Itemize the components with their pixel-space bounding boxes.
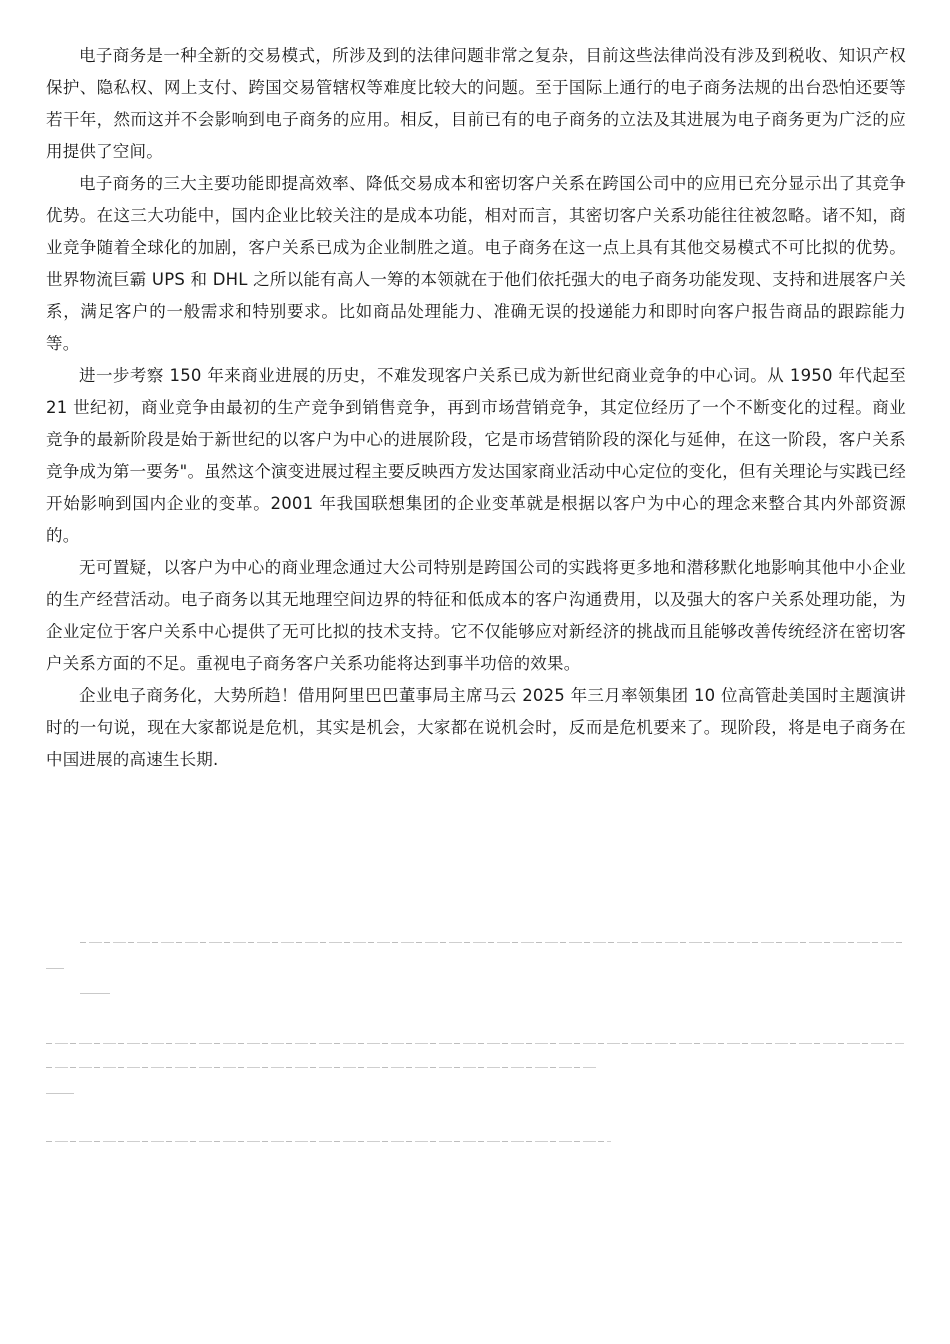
faint-rule-4 <box>46 1141 611 1142</box>
paragraph-1: 电子商务是一种全新的交易模式，所涉及到的法律问题非常之复杂，目前这些法律尚没有涉及到税收、知识产权保护、隐私权、网上支付、跨国交易管辖权等难度比较大的问题。至于国际上通行的电子商务法规的出台恐怕还要等若干年，然而这并不会影响到电子商务的应用。相反，目前已有的电子商务的立法及其进展为电子商务更为广泛的应用提供了空间。 <box>46 46 906 161</box>
paragraph-2: 电子商务的三大主要功能即提高效率、降低交易成本和密切客户关系在跨国公司中的应用已充分显示出了其竞争优势。在这三大功能中，国内企业比较关注的是成本功能，相对而言，其密切客户关系功能往往被忽略。诸不知，商业竞争随着全球化的加剧，客户关系已成为企业制胜之道。电子商务在这一点上具有其他交易模式不可比拟的优势。世界物流巨霸 UPS 和 DHL 之所以能有高人一筹的本领就在于他们依托强大的电子商务功能发现、支持和进展客户关系，满足客户的一般需求和特别要求。比如商品处理能力、准确无误的投递能力和即时向客户报告商品的跟踪能力等。 <box>46 174 906 353</box>
faint-mark-2 <box>80 993 110 994</box>
paragraph-4: 无可置疑，以客户为中心的商业理念通过大公司特别是跨国公司的实践将更多地和潜移默化地影响其他中小企业的生产经营活动。电子商务以其无地理空间边界的特征和低成本的客户沟通费用，以及强大的客户关系处理功能，为企业定位于客户关系中心提供了无可比拟的技术支持。它不仅能够应对新经济的挑战而且能够改善传统经济在密切客户关系方面的不足。重视电子商务客户关系功能将达到事半功倍的效果。 <box>46 558 906 673</box>
faint-mark-3 <box>46 1093 74 1094</box>
paragraph-3: 进一步考察 150 年来商业进展的历史，不难发现客户关系已成为新世纪商业竞争的中心词。从 1950 年代起至 21 世纪初，商业竞争由最初的生产竞争到销售竞争，再到市场营销竞争，其定位经历了一个不断变化的过程。商业竞争的最新阶段是始于新世纪的以客户为中心的进展阶段，它是市场营销阶段的深化与延伸，在这一阶段，客户关系竞争成为第一要务"。虽然这个演变进展过程主要反映西方发达国家商业活动中心定位的变化，但有关理论与实践已经开始影响到国内企业的变革。2001 年我国联想集团的企业变革就是根据以客户为中心的理念来整合其内外部资源的。 <box>46 366 906 545</box>
faint-rule-2 <box>46 1043 904 1044</box>
faint-mark-1 <box>46 968 64 969</box>
faint-rule-3 <box>46 1067 596 1068</box>
faint-rule-1 <box>80 942 904 943</box>
paragraph-5: 企业电子商务化，大势所趋！借用阿里巴巴董事局主席马云 2025 年三月率领集团 10 位高管赴美国时主题演讲时的一句说，现在大家都说是危机，其实是机会，大家都在说机会时，反而是危机要来了。现阶段，将是电子商务在中国进展的高速生长期. <box>46 686 906 769</box>
document-body <box>46 40 906 776</box>
